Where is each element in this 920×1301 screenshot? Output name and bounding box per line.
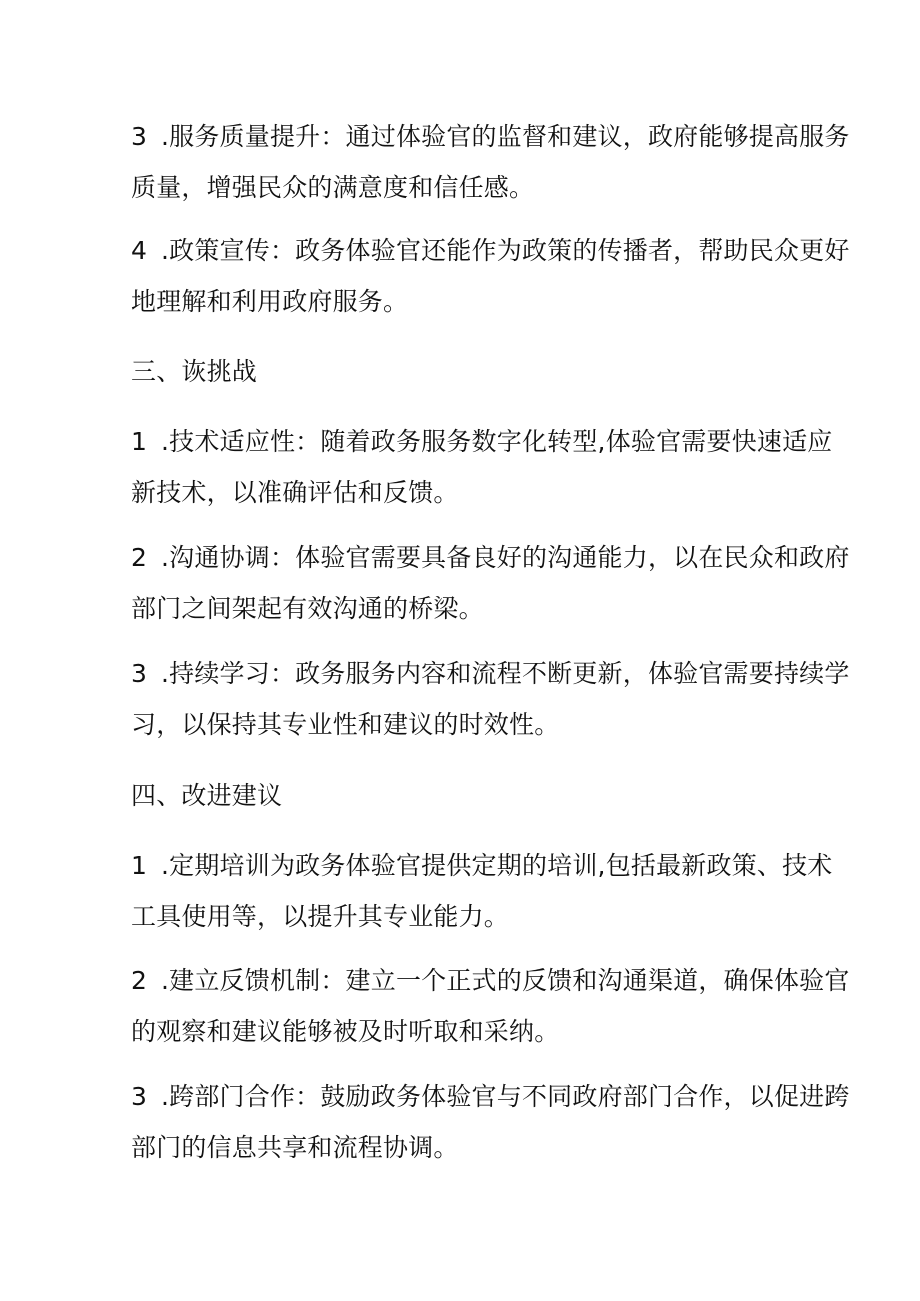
paragraph-line: .持续学习：政务服务内容和流程不断更新，体验官需要持续学 [161,659,850,688]
paragraph-line: 质量，增强民众的满意度和信任感。 [131,173,535,202]
paragraph-line: 新技术，以准确评估和反馈。 [131,478,459,507]
item-number: 2 [131,543,148,572]
item-number: 3 [131,659,148,688]
item-number: 3 [131,1082,148,1111]
paragraph-cross-department [131,1071,850,1173]
paragraph-line: 部门之间架起有效沟通的桥梁。 [131,594,484,623]
paragraph-line: 地理解和利用政府服务。 [131,287,409,316]
item-number: 2 [131,966,148,995]
paragraph-line: .技术适应性：随着政务服务数字化转型,体验官需要快速适应 [161,427,833,456]
item-number: 4 [131,236,148,265]
paragraph-line: .跨部门合作：鼓励政务体验官与不同政府部门合作，以促进跨 [161,1082,850,1111]
paragraph-line: .服务质量提升：通过体验官的监督和建议，政府能够提高服务 [161,122,850,151]
paragraph-line: 的观察和建议能够被及时听取和采纳。 [131,1017,560,1046]
section-heading: 三、诙挑战 [131,357,258,386]
item-number: 1 [131,427,148,456]
paragraph-line: .政策宣传：政务体验官还能作为政策的传播者，帮助民众更好 [161,236,850,265]
paragraph-line: 部门的信息共享和流程协调。 [131,1133,459,1162]
section-heading: 四、改进建议 [131,781,283,810]
paragraph-tech-adaptability [131,416,833,518]
section-heading-improvements [131,770,801,821]
paragraph-continuous-learning [131,648,850,750]
section-heading-challenges [131,346,801,397]
paragraph-policy-promotion [131,225,850,327]
paragraph-regular-training [131,840,833,942]
paragraph-line: 工具使用等，以提升其专业能力。 [131,902,510,931]
paragraph-line: .沟通协调：体验官需要具备良好的沟通能力，以在民众和政府 [161,543,850,572]
paragraph-communication [131,532,850,634]
paragraph-line: 习，以保持其专业性和建议的时效性。 [131,710,560,739]
item-number: 3 [131,122,148,151]
item-number: 1 [131,851,148,880]
paragraph-line: .定期培训为政务体验官提供定期的培训,包括最新政策、技术 [161,851,833,880]
paragraph-feedback-mechanism [131,955,850,1057]
paragraph-service-quality [131,111,850,213]
paragraph-line: .建立反馈机制：建立一个正式的反馈和沟通渠道，确保体验官 [161,966,850,995]
